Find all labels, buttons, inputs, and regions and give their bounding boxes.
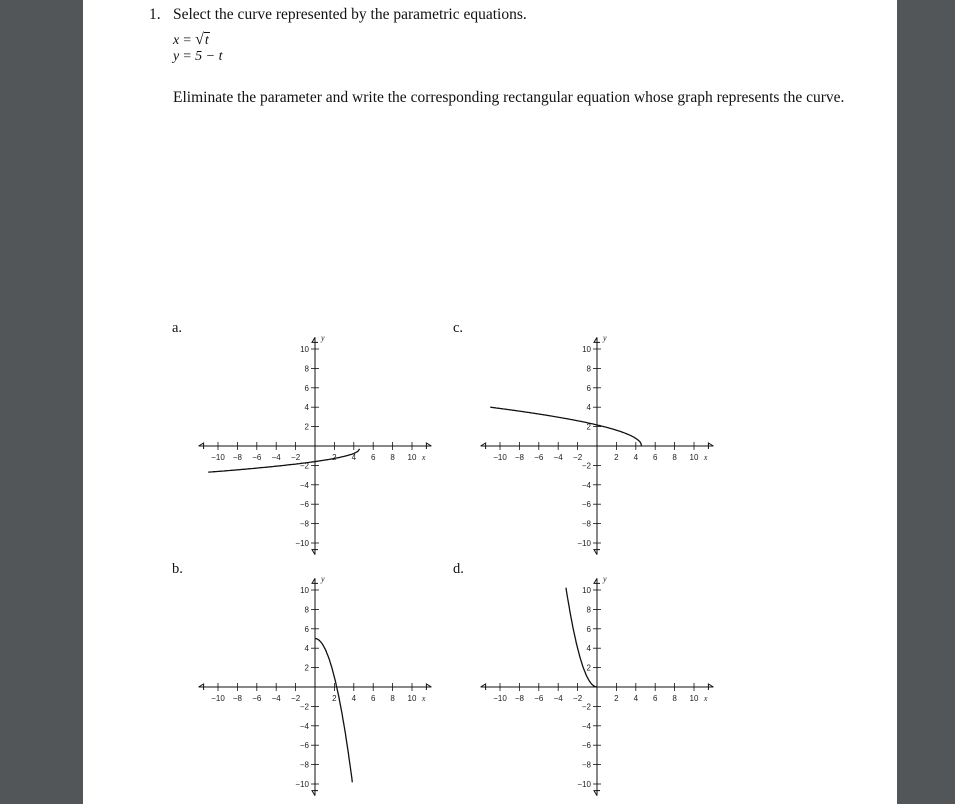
x-tick-label: −8: [232, 453, 242, 462]
y-tick-label: −8: [299, 760, 309, 770]
x-tick-label: 4: [351, 453, 357, 462]
x-tick-label: 4: [351, 694, 357, 703]
x-axis-name: x: [703, 453, 708, 462]
equation-x: x = √t: [173, 31, 209, 48]
y-tick-label: 10: [582, 345, 591, 354]
y-tick-label: 4: [304, 644, 309, 654]
x-tick-label: 10: [407, 694, 417, 703]
x-tick-label: 8: [390, 694, 395, 703]
x-tick-label: 2: [332, 694, 337, 703]
y-tick-label: 8: [304, 605, 309, 615]
x-tick-label: −8: [514, 694, 524, 703]
y-tick-label: −6: [299, 500, 309, 510]
x-tick-label: 10: [407, 453, 417, 462]
x-tick-label: 4: [633, 694, 639, 703]
y-tick-label: −10: [577, 780, 591, 789]
y-tick-label: −4: [299, 480, 309, 490]
curve-a: [208, 449, 359, 472]
x-tick-label: −8: [232, 694, 242, 703]
y-tick-label: 10: [300, 345, 309, 354]
x-tick-label: −2: [573, 694, 583, 703]
y-axis-name: y: [321, 333, 325, 343]
y-tick-label: 4: [586, 644, 591, 654]
x-tick-label: −4: [271, 694, 281, 703]
y-tick-label: 2: [304, 422, 309, 432]
y-tick-label: 2: [586, 422, 591, 432]
x-axis-name: x: [421, 694, 426, 703]
y-tick-label: −10: [295, 539, 309, 548]
y-tick-label: −10: [295, 780, 309, 789]
x-axis-name: x: [703, 694, 708, 703]
equation-y: y = 5 − t: [173, 49, 223, 64]
y-tick-label: −8: [581, 760, 591, 770]
y-tick-label: 6: [586, 624, 591, 634]
graph-a-plot: [197, 333, 433, 553]
x-tick-label: −8: [514, 453, 524, 462]
option-label-c[interactable]: c.: [453, 320, 464, 336]
y-tick-label: 8: [586, 364, 591, 374]
instruction-text: Eliminate the parameter and write the corresponding rectangular equation whose graph represents the curve.: [173, 89, 845, 106]
y-tick-label: −2: [299, 702, 309, 712]
x-tick-label: 8: [390, 453, 395, 462]
x-tick-label: −10: [211, 694, 225, 703]
y-tick-label: −2: [581, 702, 591, 712]
x-tick-label: −2: [291, 453, 301, 462]
graph-d-plot: [479, 574, 715, 794]
graph-b[interactable]: [197, 574, 433, 794]
x-tick-label: 4: [633, 453, 639, 462]
x-tick-label: 2: [332, 453, 337, 462]
y-tick-label: 6: [304, 624, 309, 634]
graph-a[interactable]: [197, 333, 433, 553]
y-tick-label: −2: [581, 461, 591, 471]
y-axis-name: y: [321, 574, 325, 584]
x-tick-label: −6: [534, 453, 544, 462]
x-tick-label: 10: [689, 453, 699, 462]
y-axis-name: y: [603, 333, 607, 343]
x-tick-label: −4: [271, 453, 281, 462]
x-tick-label: −10: [211, 453, 225, 462]
y-tick-label: 6: [304, 383, 309, 393]
x-tick-label: −6: [534, 694, 544, 703]
curve-c: [490, 407, 641, 446]
document-page: [83, 0, 897, 804]
x-tick-label: 10: [689, 694, 699, 703]
y-tick-label: −8: [581, 519, 591, 529]
x-tick-label: −10: [493, 453, 507, 462]
x-tick-label: 6: [652, 694, 658, 703]
x-tick-label: 6: [370, 453, 376, 462]
y-tick-label: 10: [300, 586, 309, 595]
y-tick-label: −6: [581, 741, 591, 751]
y-tick-label: 4: [304, 403, 309, 413]
option-label-d[interactable]: d.: [453, 561, 464, 577]
y-tick-label: 2: [304, 663, 309, 673]
x-tick-label: −4: [553, 694, 563, 703]
x-axis-name: x: [421, 453, 426, 462]
question-number: 1.: [149, 6, 161, 23]
y-tick-label: −4: [581, 480, 591, 490]
x-tick-label: 2: [614, 453, 619, 462]
graph-d[interactable]: [479, 574, 715, 794]
x-tick-label: −2: [291, 694, 301, 703]
graph-b-plot: [197, 574, 433, 794]
y-tick-label: −6: [581, 500, 591, 510]
graph-c[interactable]: [479, 333, 715, 553]
curve-d: [566, 588, 597, 687]
graph-c-plot: [479, 333, 715, 553]
x-tick-label: −4: [553, 453, 563, 462]
y-tick-label: 4: [586, 403, 591, 413]
y-tick-label: −4: [299, 721, 309, 731]
curve-b: [315, 639, 352, 783]
y-tick-label: 8: [304, 364, 309, 374]
y-tick-label: −2: [299, 461, 309, 471]
x-tick-label: −6: [252, 694, 262, 703]
option-label-b[interactable]: b.: [172, 561, 183, 577]
x-tick-label: 8: [672, 694, 677, 703]
y-tick-label: 10: [582, 586, 591, 595]
y-tick-label: 6: [586, 383, 591, 393]
x-tick-label: 2: [614, 694, 619, 703]
y-tick-label: −4: [581, 721, 591, 731]
y-tick-label: −10: [577, 539, 591, 548]
x-tick-label: 6: [370, 694, 376, 703]
x-tick-label: −2: [573, 453, 583, 462]
x-tick-label: 6: [652, 453, 658, 462]
y-tick-label: 8: [586, 605, 591, 615]
y-tick-label: −6: [299, 741, 309, 751]
x-tick-label: −6: [252, 453, 262, 462]
y-tick-label: 2: [586, 663, 591, 673]
y-tick-label: −8: [299, 519, 309, 529]
y-axis-name: y: [603, 574, 607, 584]
option-label-a[interactable]: a.: [172, 320, 183, 336]
x-tick-label: 8: [672, 453, 677, 462]
question-prompt: Select the curve represented by the parametric equations.: [173, 6, 527, 23]
x-tick-label: −10: [493, 694, 507, 703]
